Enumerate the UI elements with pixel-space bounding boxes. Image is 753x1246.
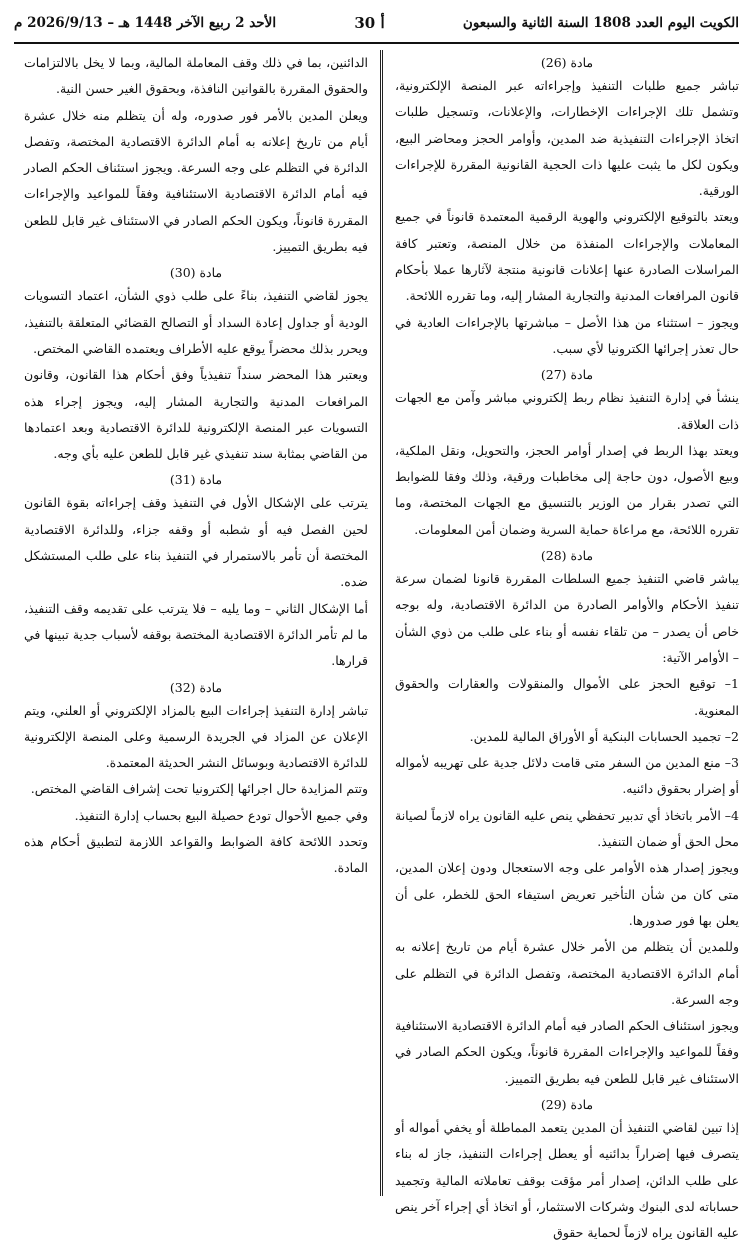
article-title: مادة (30) <box>169 265 223 281</box>
article-paragraph: يجوز لقاضي التنفيذ، بناءً على طلب ذوي الشأن، اعتماد التسويات الودية أو جداول إعادة السداد أو التصالح القضائي المتعلقة بالتنفيذ، ويحرر بذلك محضراً يوقع عليه الأطراف ويعتمده القاضي المختص. <box>24 288 368 356</box>
article-paragraph: 2– تجميد الحسابات البنكية أو الأوراق المالية للمدين. <box>469 728 739 744</box>
article-paragraph: تباشر إدارة التنفيذ إجراءات البيع بالمزاد الإلكتروني أو العلني، ويتم الإعلان عن المزاد في الجريدة الرسمية وعلى المنصة الإلكترونية للدائرة الاقتصادية وبوسائل النشر الحديثة المعتمدة. <box>24 702 368 771</box>
right-column <box>386 50 739 1241</box>
article-paragraph: ويعتد بالتوقيع الإلكتروني والهوية الرقمية المعتمدة قانوناً في جميع المعاملات والإجراءات المنفذة من خلال المنصة، وتعتبر كافة المراسلات الصادرة عنها إعلانات قانونية منتجة لآثارها عملا بأحكام قانون المرافعات المدنية والتجارية المشار إليه، وما تقرره اللائحة. <box>395 209 739 304</box>
article-paragraph: ويعتد بهذا الربط في إصدار أوامر الحجز، والتحويل، ونقل الملكية، وبيع الأصول، دون حاجة إلى مخاطبات ورقية، وذلك وفقا للضوابط التي تصدر بقرار من الوزير بالتنسيق مع الجهات المختصة، وما تقرره اللائحة، مع مراعاة حماية السرية وضمان أمن المعلومات. <box>395 442 739 537</box>
article-paragraph: ويعتبر هذا المحضر سنداً تنفيذياً وفق أحكام هذا القانون، وقانون المرافعات المدنية والتجارية المشار إليه، ويجوز إجراء هذه التسويات عبر المنصة الإلكترونية للدائرة الاقتصادية وبعد اعتمادها من القاضي بمثابة سند تنفيذي غير قابل للطعن عليه بأي وجه. <box>24 367 368 462</box>
article-paragraph: ويجوز – استثناء من هذا الأصل – مباشرتها بالإجراءات العادية في حال تعذر إجرائها الكترونيا لأي سبب. <box>395 314 739 356</box>
article-title: مادة (26) <box>540 55 594 70</box>
article-title: مادة (31) <box>169 472 223 488</box>
article-paragraph: إذا تبين لقاضي التنفيذ أن المدين يتعمد المماطلة أو يخفي أمواله أو يتصرف فيها إضراراً بدائنيه أو يعطل إجراءات التنفيذ، جاز له بناء على طلب الدائن، إصدار أمر مؤقت بوقف تعاملاته المالية وتجميد حساباته لدى البنوك وشركات الاستثمار، أو اتخاذ أي إجراء آخر ينص عليه القانون يراه لازماً لحماية حقوق <box>395 1119 739 1241</box>
article-paragraph: ويجوز استئناف الحكم الصادر فيه أمام الدائرة الاقتصادية الاستئنافية وفقاً للمواعيد والإجراءات المقررة قانوناً، ويكون الحكم الصادر في الاستئناف غير قابل للطعن فيه بطريق التمييز. <box>395 1018 739 1086</box>
article-paragraph: يباشر قاضي التنفيذ جميع السلطات المقررة قانونا لضمان سرعة تنفيذ الأحكام والأوامر الصادرة من الدائرة الاقتصادية، وله بوجه خاص أن يصدر – من تلقاء نفسه أو بناء على طلب من ذوي الشأن – الأوامر الآتية: <box>395 571 739 665</box>
article-paragraph: وتتم المزايدة حال اجرائها إلكترونيا تحت إشراف القاضي المختص. <box>30 781 368 797</box>
article-paragraph: أما الإشكال الثاني – وما يليه – فلا يترتب على تقديمه وقف التنفيذ، ما لم تأمر الدائرة الاقتصادية المختصة بوقفه لأسباب جدية تبينها في قرارها. <box>24 600 368 669</box>
column-divider <box>380 50 383 1196</box>
article-paragraph: 1– توقيع الحجز على الأموال والمنقولات والعقارات والحقوق المعنوية. <box>395 676 739 718</box>
page-number: أ 30 <box>354 14 385 32</box>
article-paragraph: ينشأ في إدارة التنفيذ نظام ربط إلكتروني مباشر وآمن مع الجهات ذات العلاقة. <box>395 390 739 432</box>
article-title: مادة (29) <box>540 1096 594 1112</box>
article-title: مادة (27) <box>540 367 594 383</box>
article-paragraph: وللمدين أن يتظلم من الأمر خلال عشرة أيام من تاريخ إعلانه به أمام الدائرة الاقتصادية المختصة، وتفصل الدائرة في التظلم على وجه السرعة. <box>395 939 739 1007</box>
article-paragraph: تباشر جميع طلبات التنفيذ وإجراءاته عبر المنصة الإلكترونية، وتشمل تلك الإجراءات الإخطارات، والإعلانات، وتسجيل طلبات اتخاذ الإجراءات التنفيذية ضد المدين، وأوامر الحجز ومحاضر البيع، ويكون لكل ما يثبت عليها ذات الحجية القانونية المقررة للإجراءات الورقية. <box>395 78 739 199</box>
article-paragraph: يترتب على الإشكال الأول في التنفيذ وقف إجراءاته بقوة القانون لحين الفصل فيه أو شطبه أو وقفه جزاء، وللدائرة الاقتصادية المختصة أن تأمر بالاستمرار في التنفيذ بناء على طلب المستشكل ضده. <box>24 495 368 590</box>
article-paragraph: ويعلن المدين بالأمر فور صدوره، وله أن يتظلم منه خلال عشرة أيام من تاريخ إعلانه به أمام الدائرة الاقتصادية المختصة، وتفصل الدائرة في التظلم على وجه السرعة. ويجوز استئناف الحكم الصادر فيه أمام الدائرة الاقتصادية الاستئنافية وفقاً للمواعيد والإجراءات المقررة قانوناً، ويكون الحكم الصادر في الاستئناف غير قابل للطعن فيه بطريق التمييز. <box>24 107 368 255</box>
article-paragraph: 4– الأمر باتخاذ أي تدبير تحفظي ينص عليه القانون يراه لازماً لصيانة محل الحق أو ضمان التنفيذ. <box>395 807 739 850</box>
article-paragraph: ويجوز إصدار هذه الأوامر على وجه الاستعجال ودون إعلان المدين، متى كان من شأن التأخير تعريض استيفاء الحق للخطر، على أن يعلن بها فور صدورها. <box>395 860 739 928</box>
article-title: مادة (28) <box>540 548 594 564</box>
left-column <box>24 50 377 1196</box>
article-paragraph: وتحدد اللائحة كافة الضوابط والقواعد اللازمة لتطبيق أحكام هذه المادة. <box>24 834 368 876</box>
issue-info: الكويت اليوم العدد 1808 السنة الثانية والسبعون <box>462 15 739 31</box>
article-title: مادة (32) <box>169 679 223 695</box>
article-paragraph: الدائنين، بما في ذلك وقف المعاملة المالية، وبما لا يخل بالالتزامات والحقوق المقررة بالقوانين النافذة، وبحقوق الغير حسن النية. <box>24 55 368 97</box>
article-paragraph: 3– منع المدين من السفر متى قامت دلائل جدية على تهريبه لأمواله أو إضرار بحقوق دائنيه. <box>395 755 739 797</box>
page-header <box>14 4 739 44</box>
article-paragraph: وفي جميع الأحوال تودع حصيلة البيع بحساب إدارة التنفيذ. <box>74 807 368 823</box>
text-columns <box>14 50 739 1241</box>
issue-date: الأحد 2 ربيع الآخر 1448 هـ – 2026/9/13 م <box>14 15 277 31</box>
